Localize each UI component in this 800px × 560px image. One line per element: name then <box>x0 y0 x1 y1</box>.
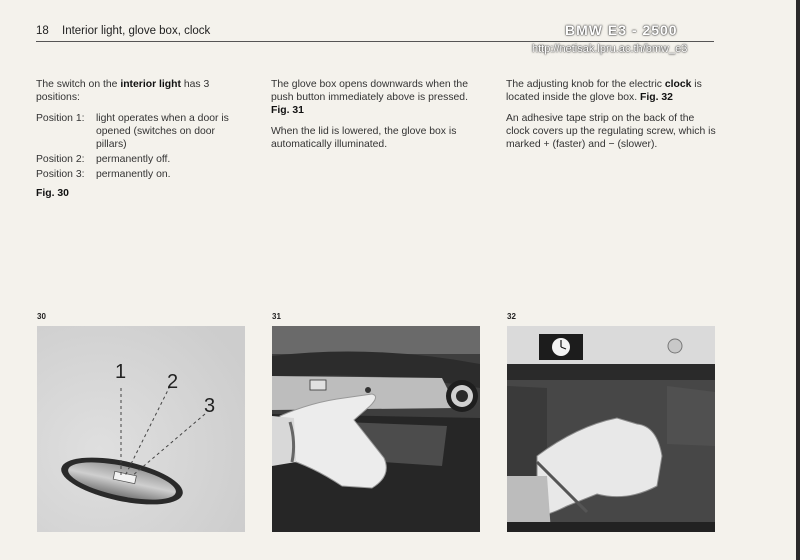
glovebox-paragraph <box>271 78 481 117</box>
clock-text-end: is located inside the glove box. <box>506 79 702 103</box>
position-text: light operates when a door is opened (switches on door pillars) <box>96 113 229 150</box>
watermark-title: BMW E3 - 2500 <box>565 22 678 38</box>
glovebox-text: The glove box opens downwards when the push button immediately above is pressed. <box>271 79 468 103</box>
callout-2: 2 <box>167 371 179 393</box>
figure-number: 32 <box>507 312 516 321</box>
clock-glove-box-photo <box>507 326 715 532</box>
text-column-clock <box>506 78 716 159</box>
position-row <box>36 168 246 181</box>
position-text: permanently off. <box>96 154 171 165</box>
fig-reference: Fig. 30 <box>36 188 69 199</box>
intro-bold: interior light <box>120 79 181 90</box>
clock-paragraph <box>506 78 716 104</box>
figure-number: 30 <box>37 312 46 321</box>
position-label: Position 3: <box>36 169 85 180</box>
clock-text: The adjusting knob for the electric <box>506 79 665 90</box>
page-title: Interior light, glove box, clock <box>62 25 211 37</box>
callout-1: 1 <box>115 361 127 383</box>
position-label: Position 2: <box>36 154 85 165</box>
position-row <box>36 153 246 166</box>
watermark-url: http://netisak.lpru.ac.th/bmw_e3 <box>532 43 688 55</box>
page-header <box>36 25 210 37</box>
intro-paragraph <box>36 78 246 104</box>
fig-reference: Fig. 32 <box>640 92 673 103</box>
figure-number: 31 <box>272 312 281 321</box>
intro-text-end: has 3 positions: <box>36 79 210 103</box>
page-number: 18 <box>36 25 49 37</box>
text-column-glove-box <box>271 78 481 159</box>
text-column-interior-light <box>36 78 246 200</box>
glove-box-photo <box>272 326 480 532</box>
clock-bold: clock <box>664 79 692 90</box>
header-rule <box>36 41 714 42</box>
clock-illustration <box>507 326 715 532</box>
position-label: Position 1: <box>36 113 85 124</box>
interior-light-photo <box>37 326 245 532</box>
glove-box-illustration <box>272 326 480 532</box>
position-text: permanently on. <box>96 169 171 180</box>
position-row <box>36 112 246 151</box>
tape-paragraph: An adhesive tape strip on the back of the clock covers up the regulating screw, which is marked + (faster) and − (slower). <box>506 113 716 150</box>
page-edge <box>796 0 800 560</box>
fig-reference: Fig. 31 <box>271 105 304 116</box>
callout-3: 3 <box>204 395 216 417</box>
illumination-paragraph: When the lid is lowered, the glove box is automatically illuminated. <box>271 126 457 150</box>
intro-text: The switch on the <box>36 79 121 90</box>
interior-light-illustration <box>37 326 245 532</box>
